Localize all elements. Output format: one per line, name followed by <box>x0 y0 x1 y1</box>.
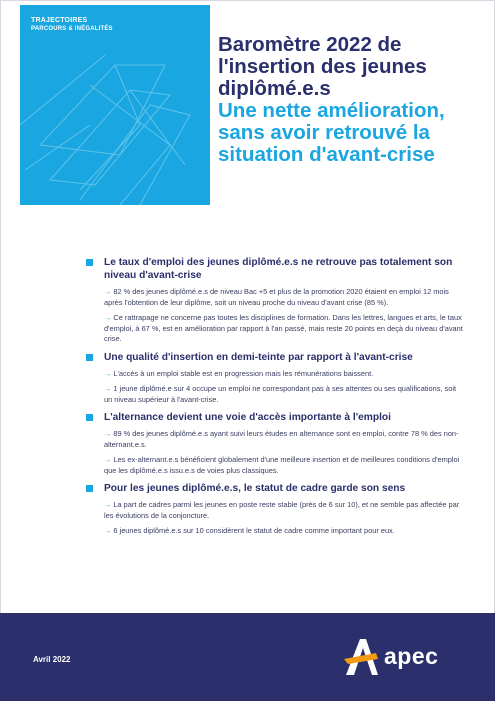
section-heading <box>86 411 466 424</box>
section-heading <box>86 256 466 282</box>
series-name: TRAJECTOIRES <box>31 17 88 24</box>
square-bullet-icon <box>86 354 93 361</box>
list-item <box>86 369 466 380</box>
apec-logo-text: apec <box>384 643 439 669</box>
key-findings <box>86 256 466 543</box>
list-item <box>86 384 466 405</box>
arrow-right-icon: → <box>104 526 112 535</box>
finding-section <box>86 411 466 476</box>
list-item <box>86 287 466 308</box>
apec-logo <box>340 633 470 683</box>
section-heading-text: Une qualité d'insertion en demi-teinte par rapport à l'avant-crise <box>104 351 413 363</box>
finding-section <box>86 351 466 406</box>
list-item-text: 6 jeunes diplômé.e.s sur 10 considèrent le statut de cadre comme important pour eux. <box>113 526 395 535</box>
publication-date: Avril 2022 <box>33 655 71 664</box>
list-item <box>86 526 466 537</box>
square-bullet-icon <box>86 259 93 266</box>
arrow-right-icon: → <box>104 429 112 438</box>
section-heading-text: L'alternance devient une voie d'accès importante à l'emploi <box>104 412 391 423</box>
list-item <box>86 429 466 450</box>
section-heading <box>86 351 466 364</box>
square-bullet-icon <box>86 485 93 492</box>
list-item-text: Les ex-alternant.e.s bénéficient globalement d'une meilleure insertion et de meilleures conditions d'emploi que les diplômé.e.s issu.e.s de voies plus classiques. <box>104 455 460 475</box>
arrow-right-icon: → <box>104 384 112 393</box>
arrow-right-icon: → <box>104 368 112 378</box>
list-item-text: L'accès à un emploi stable est en progression mais les rémunérations baissent. <box>113 368 374 378</box>
list-item-text: La part de cadres parmi les jeunes en poste reste stable (près de 6 sur 10), et ne semble pas affectée par les évolutions de la conjoncture. <box>104 500 460 520</box>
trajectory-lines-graphic <box>20 5 210 205</box>
list-item <box>86 500 466 521</box>
square-bullet-icon <box>86 414 93 421</box>
list-item-text: Ce rattrapage ne concerne pas toutes les disciplines de formation. Dans les lettres, langues et arts, le taux d'emploi, à 67 %, est en amélioration par rapport à l'an passé, mais reste 20 points en deçà du niveau d'avant crise. <box>104 313 463 343</box>
list-item-text: 1 jeune diplômé.e sur 4 occupe un emploi ne correspondant pas à ses attentes ou ses qualifications, soit un niveau supérieur à l'avant-crise. <box>104 384 457 404</box>
list-item <box>86 455 466 476</box>
list-item-text: 89 % des jeunes diplômé.e.s ayant suivi leurs études en alternance sont en emploi, contre 78 % des non-alternant.e.s. <box>104 429 459 449</box>
cover-graphic <box>20 5 210 205</box>
finding-section <box>86 482 466 537</box>
apec-logo-icon <box>340 633 382 679</box>
footer-band <box>0 613 495 701</box>
arrow-right-icon: → <box>104 455 112 464</box>
arrow-right-icon: → <box>104 500 112 509</box>
section-heading <box>86 482 466 495</box>
title-block <box>218 34 483 166</box>
series-kicker <box>31 16 113 34</box>
section-heading-text: Le taux d'emploi des jeunes diplômé.e.s ne retrouve pas totalement son niveau d'avant-crise <box>104 257 453 281</box>
arrow-right-icon: → <box>104 287 112 296</box>
document-title: Baromètre 2022 de l'insertion des jeunes diplômé.e.s <box>218 33 427 100</box>
finding-section <box>86 256 466 345</box>
arrow-right-icon: → <box>104 313 112 322</box>
document-subtitle: Une nette amélioration, sans avoir retrouvé la situation d'avant-crise <box>218 99 445 166</box>
section-heading-text: Pour les jeunes diplômé.e.s, le statut de cadre garde son sens <box>104 483 406 494</box>
series-subtitle: PARCOURS & INÉGALITÉS <box>31 26 113 32</box>
list-item-text: 82 % des jeunes diplômé.e.s de niveau Bac +5 et plus de la promotion 2020 étaient en emploi 12 mois après l'obtention de leur diplôme, soit un niveau proche du niveau d'avant crise (85 %). <box>104 287 449 307</box>
list-item <box>86 313 466 345</box>
